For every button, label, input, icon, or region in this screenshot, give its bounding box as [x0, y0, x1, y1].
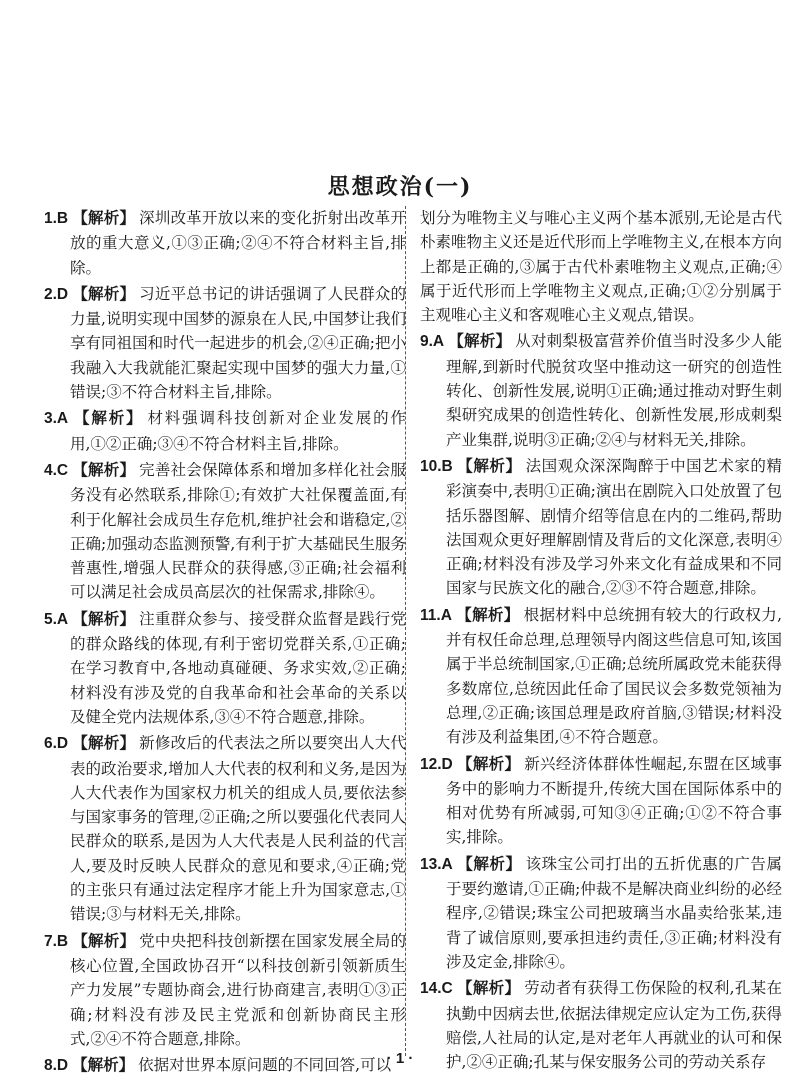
answer-text: 依据对世界本原问题的不同回答,可以: [138, 1056, 392, 1075]
answer-number: 6.D: [44, 735, 69, 753]
analysis-tag: 【解析】: [72, 408, 144, 428]
answer-text: 法国观众深深陶醉于中国艺术家的精彩演奏中,表明①正确;演出在剧院入口处放置了包括乐器图解、剧情介绍等信息在内的二维码,帮助法国观众更好理解剧情及背后的文化深意,表明④正确;材料没有涉及学习外来文化有益成果和不同国家与民族文化的融合,②③不符合题意,排除。: [446, 456, 782, 598]
answer-text: 新修改后的代表法之所以要突出人大代表的政治要求,增加人大代表的权利和义务,是因为人大代表作为国家权力机关的组成人员,要依法参与国家事务的管理,②正确;之所以要强化代表同人民群众的联系,是因为人大代表是人民利益的代言人,要及时反映人民群众的意见和要求,④正确;党的主张只有通过法定程序才能上升为国家意志,①错误;③与材料无关,排除。: [70, 734, 406, 924]
analysis-tag: 【解析】: [72, 608, 136, 628]
answer-number: 12.D: [420, 755, 453, 773]
answer-text: 党中央把科技创新摆在国家发展全局的核心位置,全国政协召开“以科技创新引领新质生产力发展”专题协商会,进行协商建言,表明①③正确;材料没有涉及民主党派和创新协商民主形式,②④不符合题意,排除。: [70, 931, 406, 1048]
answer-text: 新兴经济体群体性崛起,东盟在区域事务中的影响力不断提升,传统大国在国际体系中的相对优势有所减弱,可知③④正确;①②不符合事实,排除。: [446, 754, 782, 847]
analysis-tag: 【解析】: [72, 459, 136, 479]
answer-text: 材料强调科技创新对企业发展的作用,①②正确;③④不符合材料主旨,排除。: [70, 409, 406, 453]
analysis-tag: 【解析】: [72, 283, 136, 303]
answer-text: 从对刺梨极富营养价值当时没多少人能理解,到新时代脱贫攻坚中推动这一研究的创造性转化、创新性发展,说明①正确;通过推动对野生刺梨研究成果的创造性转化、创新性发展,形成刺梨产业集群,说明③正确;②④与材料无关,排除。: [446, 332, 782, 449]
analysis-tag: 【解析】: [456, 853, 522, 873]
answer-number: 14.C: [420, 980, 453, 998]
answer-item-8-continuation: 划分为唯物主义与唯心主义两个基本派别,无论是古代朴素唯物主义还是近代形而上学唯物主义,在根本方向上都是正确的,③属于古代朴素唯物主义观点,正确;④属于近代形而上学唯物主义观点,正确;①②分别属于主观唯心主义和客观唯心主义观点,错误。: [420, 209, 782, 325]
answer-number: 7.B: [44, 932, 69, 950]
answer-item-10: [420, 454, 782, 601]
analysis-tag: 【解析】: [456, 978, 521, 998]
answer-text: 劳动者有获得工伤保险的权利,孔某在执勤中因病去世,依据法律规定应认定为工伤,获得赔偿,人社局的认定,是对老年人再就业的认可和保护,②④正确;孔某与保安服务公司的劳动关系存: [446, 979, 782, 1072]
answer-item-7: [44, 929, 406, 1051]
answer-text: 习近平总书记的讲话强调了人民群众的力量,说明实现中国梦的源泉在人民,中国梦让我们享有同祖国和时代一起进步的机会,②④正确;把小我融入大我就能汇聚起实现中国梦的强大力量,①错误;③不符合材料主旨,排除。: [70, 284, 406, 402]
answer-number: 10.B: [420, 457, 453, 475]
answer-text: 该珠宝公司打出的五折优惠的广告属于要约邀请,①正确;仲裁不是解决商业纠纷的必经程序,②错误;珠宝公司把玻璃当水晶卖给张某,违背了诚信原则,要承担违约责任,③正确;材料没有涉及定金,排除④。: [446, 854, 782, 971]
answer-item-11: [420, 603, 782, 750]
answer-text: 根据材料中总统拥有较大的行政权力,并有权任命总理,总理领导内阁这些信息可知,该国属于半总统制国家,①正确;总统所属政党未能获得多数席位,总统因此任命了国民议会多数党领袖为总理,②正确;该国总理是政府首脑,③错误;材料没有涉及利益集团,④不符合题意。: [446, 605, 782, 747]
analysis-tag: 【解析】: [72, 208, 136, 227]
analysis-tag: 【解析】: [455, 604, 520, 624]
answer-item-6: [44, 731, 406, 926]
answer-text: 完善社会保障体系和增加多样化社会服务没有必然联系,排除①;有效扩大社保覆盖面,有利于化解社会成员生存危机,维护社会和谐稳定,②正确;加强动态监测预警,有利于扩大基础民生服务普惠性,增强人民群众的获得感,③正确;社会福利可以满足社会成员高层次的社保需求,排除④。: [70, 460, 406, 602]
page-title: 思想政治(一): [327, 174, 473, 200]
answer-item-3: [44, 406, 406, 456]
analysis-tag: 【解析】: [72, 733, 136, 753]
answer-number: 1.B: [44, 210, 69, 227]
answer-item-9: [420, 329, 782, 451]
answer-number: 2.D: [44, 285, 69, 303]
right-column: [420, 206, 782, 1076]
answer-number: 13.A: [420, 855, 453, 873]
answer-number: 4.C: [44, 461, 69, 479]
answer-number: 3.A: [44, 410, 69, 428]
column-divider: [405, 206, 406, 1056]
answer-item-12: [420, 752, 782, 850]
answer-text: 注重群众参与、接受群众监督是践行党的群众路线的体现,有利于密切党群关系,①正确;在学习教育中,各地动真碰硬、务求实效,②正确;材料没有涉及党的自我革命和社会革命的关系以及健全党内法规体系,③④不符合题意,排除。: [70, 609, 406, 726]
analysis-tag: 【解析】: [448, 331, 512, 351]
answer-number: 8.D: [44, 1057, 69, 1075]
page-number: · 1 ·: [386, 1050, 414, 1067]
answer-item-2: [44, 282, 406, 404]
analysis-tag: 【解析】: [456, 455, 522, 475]
answer-item-5: [44, 607, 406, 729]
answer-item-4: [44, 458, 406, 605]
analysis-tag: 【解析】: [72, 1055, 135, 1075]
answer-number: 11.A: [420, 606, 452, 624]
answer-number: 5.A: [44, 610, 69, 628]
analysis-tag: 【解析】: [72, 930, 136, 950]
answer-number: 9.A: [420, 333, 445, 351]
answer-text: 深圳改革开放以来的变化折射出改革开放的重大意义,①③正确;②④不符合材料主旨,排除。: [70, 209, 406, 277]
answer-item-1: [44, 206, 406, 280]
analysis-tag: 【解析】: [456, 753, 521, 773]
left-column: [44, 206, 406, 1080]
answer-item-13: [420, 852, 782, 974]
